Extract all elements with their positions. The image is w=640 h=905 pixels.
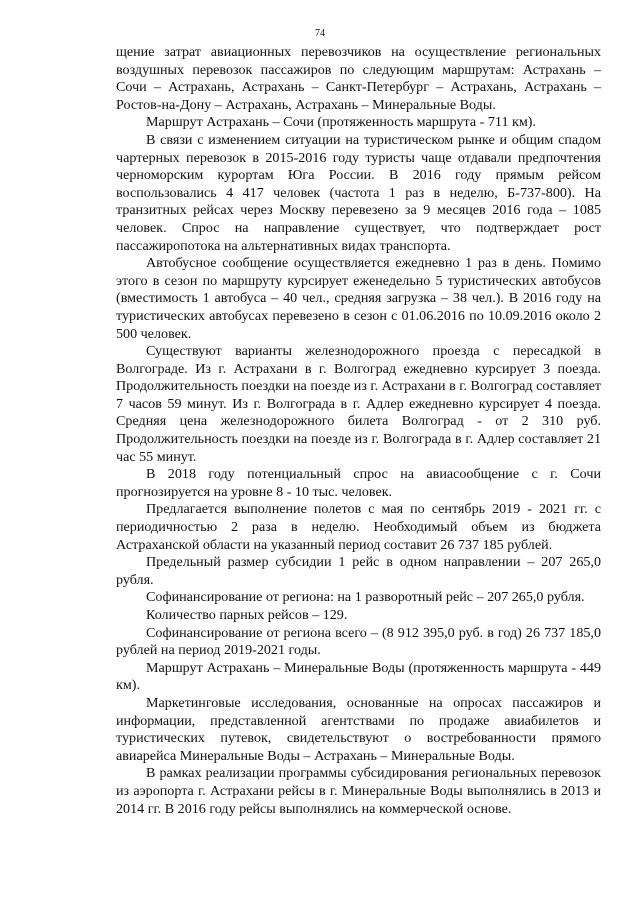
- paragraph: Предельный размер субсидии 1 рейс в одном направлении – 207 265,0 рубля.: [116, 554, 601, 588]
- paragraph: Маркетинговые исследования, основанные на опросах пассажиров и информации, представленной агентствами по продаже авиабилетов и туристических путевок, свидетельствуют о востребованности прямого авиарейса Минеральные Воды – Астрахань – Минеральные Воды.: [116, 694, 601, 764]
- paragraph: Софинансирование от региона всего – (8 912 395,0 руб. в год) 26 737 185,0 рублей на период 2019-2021 годы.: [116, 624, 601, 659]
- paragraph: В связи с изменением ситуации на туристическом рынке и общим спадом чартерных перевозок в 2015-2016 году туристы чаще отдавали предпочтения черноморским курортам Юга России. В 2016 году прямым рейсом воспользовались 4 417 человек (частота 1 раз в неделю, Б-737-800). На транзитных рейсах через Москву перевезено за 9 месяцев 2016 года – 1085 человек. Спрос на направление существует, что подтверждает рост пассажиропотока на альтернативных видах транспорта.: [116, 131, 601, 254]
- paragraph: Существуют варианты железнодорожного проезда с пересадкой в Волгограде. Из г. Астрахани в г. Волгоград ежедневно курсирует 3 поезда. Продолжительность поездки на поезде из г. Астрахани в г. Волгоград составляет 7 часов 59 минут. Из г. Волгограда в г. Адлер ежедневно курсирует 4 поезда. Средняя цена железнодорожного билета Волгоград - от 2 310 руб. Продолжительность поездки на поезде из г. Волгограда в г. Адлер составляет 21 час 55 минут.: [116, 343, 601, 465]
- page-number: 74: [315, 28, 325, 39]
- document-body: [116, 44, 601, 818]
- paragraph: Маршрут Астрахань – Сочи (протяженность маршрута - 711 км).: [146, 114, 536, 131]
- paragraph: В 2018 году потенциальный спрос на авиасообщение с г. Сочи прогнозируется на уровне 8 - 10 тыс. человек.: [116, 466, 601, 500]
- paragraph: Количество парных рейсов – 129.: [146, 607, 348, 623]
- paragraph: щение затрат авиационных перевозчиков на осуществление региональных воздушных перевозок пассажиров по следующим маршрутам: Астрахань – Сочи – Астрахань, Астрахань – Санкт-Петербург – Астрахань, Астрахань – Ростов-на-Дону – Астрахань, Астрахань – Минеральные Воды.: [116, 44, 601, 113]
- paragraph: В рамках реализации программы субсидирования региональных перевозок из аэропорта г. Астрахани рейсы в г. Минеральные Воды выполнялись в 2013 и 2014 гг. В 2016 году рейсы выполнялись на коммерческой основе.: [116, 765, 601, 817]
- paragraph: Софинансирование от региона: на 1 разворотный рейс – 207 265,0 рубля.: [146, 589, 585, 606]
- paragraph: Маршрут Астрахань – Минеральные Воды (протяженность маршрута - 449 км).: [116, 659, 601, 694]
- paragraph: Предлагается выполнение полетов с мая по сентябрь 2019 - 2021 гг. с периодичностью 2 раза в неделю. Необходимый объем из бюджета Астраханской области на указанный период составит 26 737 185 рублей.: [116, 501, 601, 553]
- paragraph: Автобусное сообщение осуществляется ежедневно 1 раз в день. Помимо этого в сезон по маршруту курсирует еженедельно 5 туристических автобусов (вместимость 1 автобуса – 40 чел., средняя загрузка – 38 чел.). В 2016 году на туристических автобусах перевезено в сезон с 01.06.2016 по 10.09.2016 около 2 500 человек.: [116, 255, 601, 342]
